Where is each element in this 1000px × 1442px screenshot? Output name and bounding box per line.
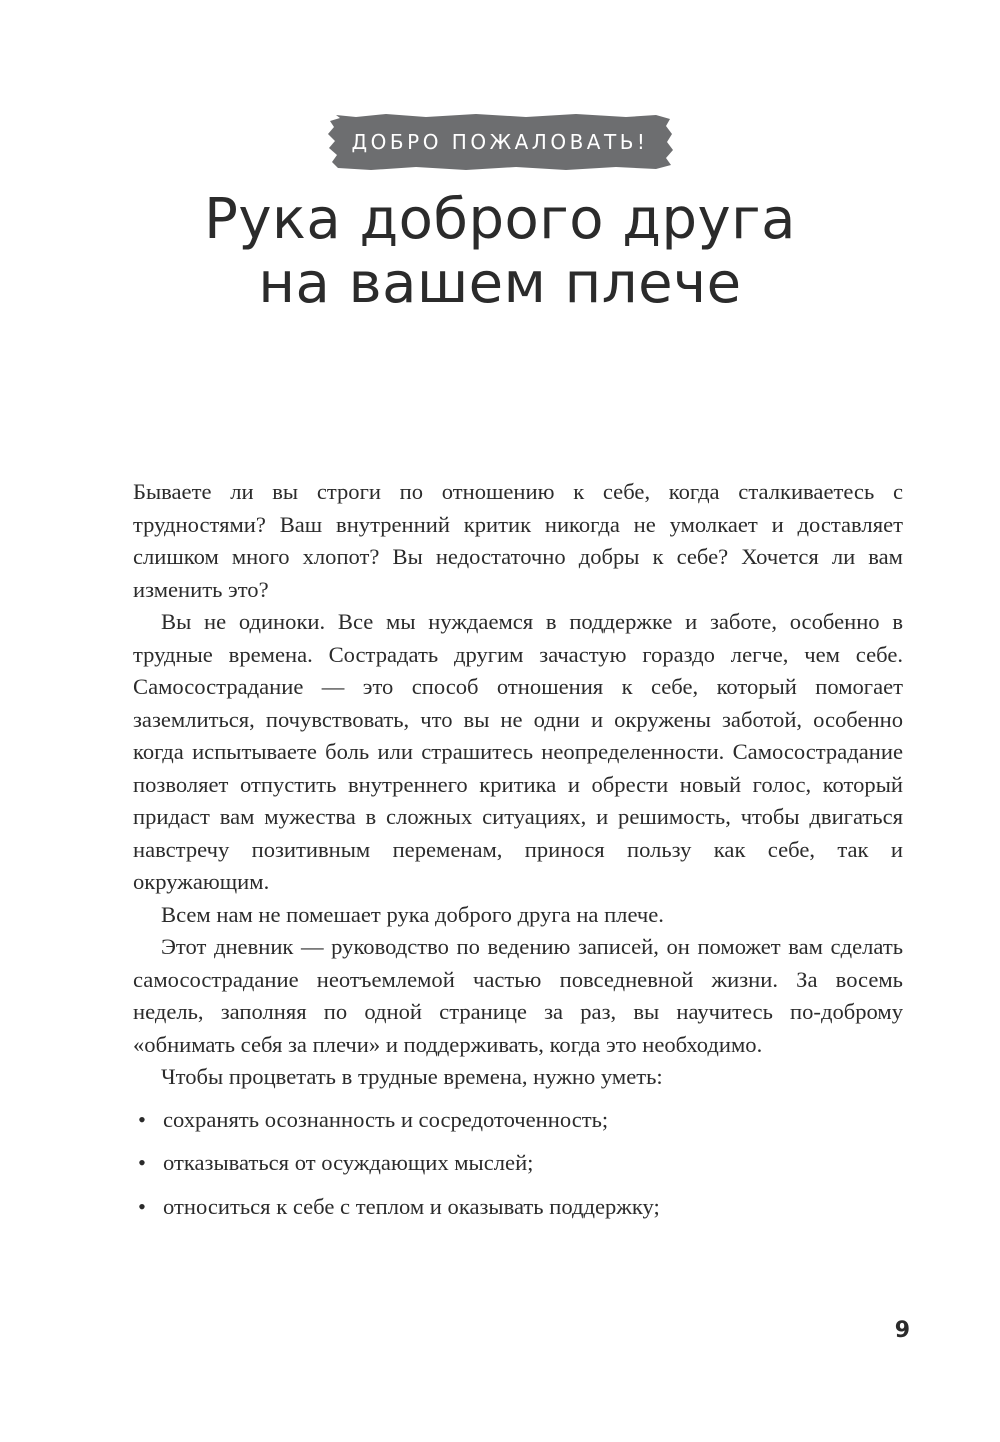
section-banner bbox=[326, 112, 674, 172]
paragraph-5: Чтобы процветать в трудные времена, нужно уметь: bbox=[161, 1064, 663, 1089]
bullet-icon: • bbox=[138, 1150, 146, 1175]
paragraph-2: Вы не одиноки. Все мы нуждаемся в поддержке и заботе, особенно в трудные времена. Сострадать другим зачастую гораздо легче, чем себе. Самосострадание — это способ отношения к себе, который помогает заземлиться, почувствовать, что вы не одни и окружены заботой, особенно когда испытываете боль или страшитесь неопределенности. Самосострадание позволяет отпустить внутреннего критика и обрести новый голос, который придаст вам мужества в сложных ситуациях, и решимость, чтобы двигаться навстречу позитивным переменам, принося пользу как себе, так и окружающим. bbox=[133, 609, 903, 894]
bullet-icon: • bbox=[138, 1106, 146, 1132]
bullet-item bbox=[133, 1104, 903, 1137]
paragraph-3: Всем нам не помешает рука доброго друга на плече. bbox=[161, 901, 664, 927]
chapter-title-line-2: на вашем плече bbox=[258, 251, 742, 316]
body-text bbox=[133, 476, 903, 1234]
page-number: 9 bbox=[894, 1318, 910, 1343]
paragraph-1: Бываете ли вы строги по отношению к себе, когда сталкиваетесь с трудностями? Ваш внутренний критик никогда не умолкает и доставляет слишком много хлопот? Вы недостаточно добры к себе? Хочется ли вам изменить это? bbox=[133, 479, 903, 602]
paragraph-4: Этот дневник — руководство по ведению записей, он поможет вам сделать самосострадание неотъемлемой частью повседневной жизни. За восемь недель, заполняя по одной странице за раз, вы научитесь по-доброму «обнимать себя за плечи» и поддерживать, когда это необходимо. bbox=[133, 934, 903, 1057]
bullet-item bbox=[133, 1147, 903, 1180]
bullet-icon: • bbox=[138, 1193, 146, 1219]
section-label: ДОБРО ПОЖАЛОВАТЬ! bbox=[351, 130, 649, 154]
chapter-title bbox=[0, 188, 1000, 316]
chapter-title-line-1: Рука доброго друга bbox=[204, 187, 796, 252]
bullet-item bbox=[133, 1191, 903, 1224]
bullet-item-text: отказываться от осуждающих мыслей; bbox=[163, 1150, 534, 1175]
bullet-item-text: сохранять осознанность и сосредоточенность; bbox=[163, 1106, 609, 1132]
bullet-item-text: относиться к себе с теплом и оказывать поддержку; bbox=[163, 1193, 660, 1219]
section-banner-wrap bbox=[0, 112, 1000, 172]
bullet-list bbox=[133, 1104, 903, 1224]
